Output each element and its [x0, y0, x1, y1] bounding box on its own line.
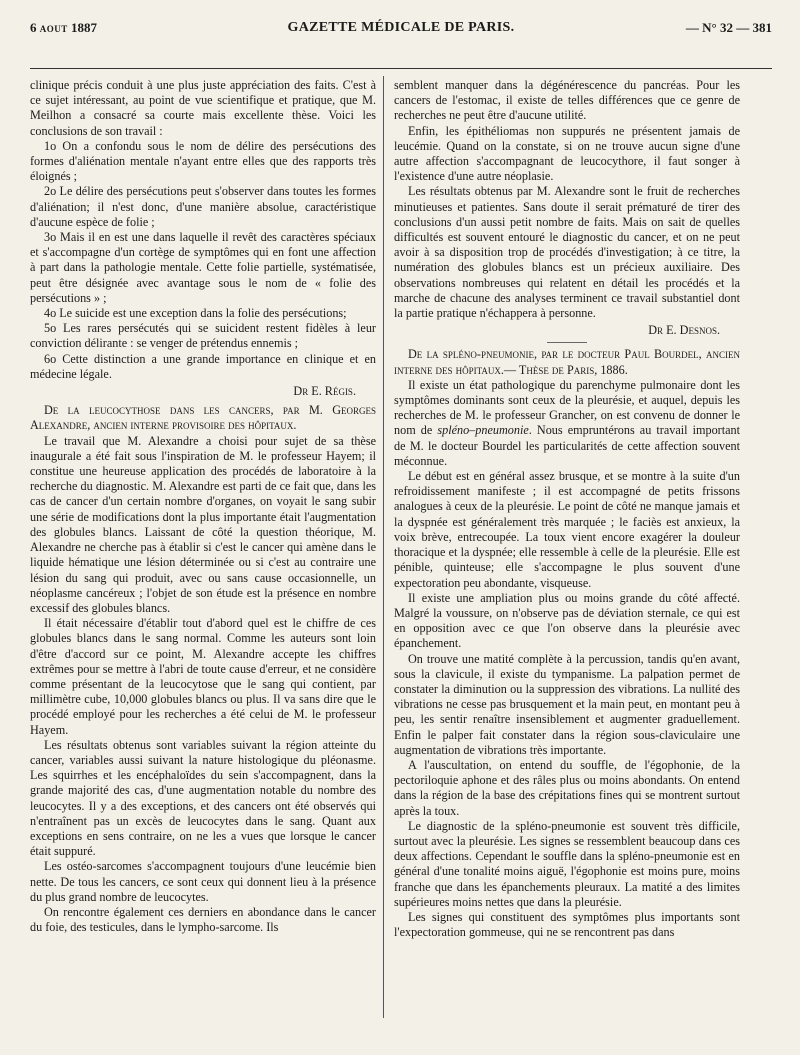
paragraph: Les signes qui constituent des symptômes plus importants sont l'expectoration gommeuse, qui ne se rencontrent pas dans	[394, 909, 740, 940]
text-run: . Nous empruntérons au travail important de M. le docteur Bourdel les particularités de cette affection souvent méconnue.	[394, 423, 741, 468]
conclusion-3: 3o Mais il en est une dans laquelle il revêt des caractères spéciaux et s'accompagne d'un cortège de symptômes qui en font une affection à part dans la pathologie mentale. Cette folie partielle, systématisée, peut être désignée avec avantage sous le nom de « folie des persécutions » ;	[30, 230, 376, 305]
signature-desnos: Dr E. Desnos.	[648, 323, 720, 338]
article-title-leucocythose: De la leucocythose dans les cancers, par M. Georges Alexandre, ancien interne provisoire des hôpitaux.	[30, 403, 376, 433]
article-title-spleno-pneumonie: De la spléno-pneumonie, par le docteur Paul Bourdel, ancien interne des hôpitaux.— Thèse de Paris, 1886.	[394, 347, 740, 377]
paragraph: Le diagnostic de la spléno-pneumonie est souvent très difficile, surtout avec la pleurésie. Les signes se ressemblent beaucoup dans ces deux affections. Cependant le souffle dans la spléno-pneumonie est en général d'une tonalité moins aiguë, l'égophonie est moins pure, moins franche que dans les épanchements pleuraux. La matité a des limites supérieures moins nettes que dans la pleurésie.	[394, 818, 740, 909]
emphasis-term: spléno–pneumonie	[437, 423, 529, 438]
paragraph: Le travail que M. Alexandre a choisi pour sujet de sa thèse inaugurale a été fait sous l'inspiration de M. le professeur Hayem; il constitue une heureuse application des procédés de laboratoire à la recherche du diagnostic. M. Alexandre est parti de ce fait que, dans les cas de cancer d'un certain nombre d'organes, on voyait le sang subir une série de modifications dont la plus importante était l'augmentation des globules blancs. Laissant de côté la question théorique, M. Alexandre ne cherche pas à établir si c'est le cancer qui amène dans le liquide hématique une lésion déterminée ou si c'est au contraire une lésion du sang qui produit, avec ou sans cause occasionnelle, un néoplasme cancéreux ; l'objet de son étude est la présence en nombre excessif des globules blancs.	[30, 433, 376, 615]
paragraph: Les résultats obtenus sont variables suivant la région atteinte du cancer, variables aussi suivant la nature histologique du pléonasme. Les squirrhes et les encéphaloïdes du sein s'accompagnent, dans la grande majorité des cas, d'une augmentation notable du nombre des leucocytes. Il y a des exceptions, et des cancers ont été observés qui n'entraînent pas un excès de leucocytes dans le sang. Quant aux exceptions en sens contraire, on ne les a vues que lorsque le cancer était suppuré.	[30, 737, 376, 859]
header-day: 6	[30, 20, 37, 35]
section-separator	[547, 342, 587, 343]
conclusion-4: 4o Le suicide est une exception dans la folie des persécutions;	[44, 306, 347, 321]
paragraph: Les résultats obtenus par M. Alexandre sont le fruit de recherches minutieuses et patientes. Sans doute il serait prématuré de tirer des conclusions d'un aussi petit nombre de faits. Mais on sait de quelles difficultés est souvent entouré le diagnostic du cancer, et on ne peut avoir à sa disposition trop de procédés d'investigation; à ce titre, la numération des globules blancs est un précieux auxiliaire. Des observations nombreuses qui relatent en détail les procédés et la marche de chacune des analyses terminent ce travail substantiel dont la partie pratique n'échappera à personne.	[394, 184, 740, 321]
conclusion-5: 5o Les rares persécutés qui se suicident restent fidèles à leur conviction délirante : se venger de prétendus ennemis ;	[30, 321, 376, 351]
conclusion-1: 1o On a confondu sous le nom de délire des persécutions des formes d'aliénation mentale n'ayant entre elles que des rapports très éloignés ;	[30, 138, 376, 184]
conclusion-6: 6o Cette distinction a une grande importance en clinique et en médecine légale.	[30, 351, 376, 381]
journal-title: GAZETTE MÉDICALE DE PARIS.	[287, 20, 515, 35]
left-column	[30, 78, 376, 935]
header-year: 1887	[71, 20, 98, 35]
right-column	[394, 78, 740, 940]
running-header	[30, 20, 772, 44]
paragraph: Le début est en général assez brusque, et se montre à la suite d'un refroidissement manifeste ; il est accompagné de petits frissons analogues à ceux de la pleurésie. Le point de côté ne manque jamais et la dyspnée est généralement très marquée ; le faciès est anxieux, la voix brève, entrecoupée. La toux vient encore exagérer la douleur thoracique et la dyspnée; elle ressemble à celle de la pleurésie. Elle est pénible, quinteuse; elle s'accompagne le plus souvent d'une expectoration peu abondante, visqueuse.	[394, 469, 740, 590]
paragraph: On rencontre également ces derniers en abondance dans le cancer du foie, des testicules, dans le lympho-sarcome. Ils	[30, 904, 376, 935]
paragraph: On trouve une matité complète à la percussion, tandis qu'en avant, sous la clavicule, il existe du tympanisme. La palpation permet de constater la diminution ou la suppression des vibrations. La nullité des vibrations ne cesse pas brusquement et la main peut, en montant peu à peu, les sentir renaître insensiblement et augmenter graduellement. Enfin le palper fait constater dans la région sous-claviculaire une augmentation de vibrations très importante.	[394, 651, 740, 757]
paragraph: Il existe une ampliation plus ou moins grande du côté affecté. Malgré la voussure, on n'observe pas de déviation sternale, ce qui est en opposition avec ce que l'on observe dans la pleurésie avec épanchement.	[394, 590, 740, 651]
paragraph: Il était nécessaire d'établir tout d'abord quel est le chiffre de ces globules blancs dans le sang normal. Comme les auteurs sont loin d'être d'accord sur ce point, M. Alexandre accepte les chiffres extrêmes pour se mettre à l'abri de toute cause d'erreur, et ne considère comme présentant de la leucocytose que le sang qui contient, par millimètre cube, 10,000 globules blancs ou plus. Il va sans dire que le procédé employé pour les recherches a été celui de M. le professeur Hayem.	[30, 616, 376, 737]
column-divider	[383, 76, 384, 1018]
paragraph: semblent manquer dans la dégénérescence du pancréas. Pour les cancers de l'estomac, il existe de telles différences que ce genre de recherches ne peut être d'aucune utilité.	[394, 78, 740, 123]
header-month: AOUT	[39, 24, 68, 34]
paragraph: clinique précis conduit à une plus juste appréciation des faits. C'est à ce sujet intéressant, au point de vue scientifique et pratique, que M. Meilhon a consacré sa courte mais excellente thèse. Voici les conclusions de son travail :	[30, 78, 376, 138]
text-run: Il existe un état pathologique du parenchyme pulmonaire dont les symptômes dominants sont ceux de la pleurésie, et auquel, depuis les recherches de M. le professeur Grancher, on est convenu de donner le nom de	[394, 377, 740, 438]
paragraph: Les ostéo-sarcomes s'accompagnent toujours d'une leucémie bien nette. De tous les cancers, ce sont ceux qui donnent lieu à la présence du plus grand nombre de leucocytes.	[30, 859, 376, 904]
signature-regis: Dr E. Régis.	[293, 384, 356, 399]
conclusion-2: 2o Le délire des persécutions peut s'observer dans toutes les formes d'aliénation; il n'est donc, d'une manière absolue, caractéristique d'aucune espèce de folie ;	[30, 184, 376, 229]
paragraph: Enfin, les épithéliomas non suppurés ne présentent jamais de leucémie. Quand on la constate, si on ne trouve aucun signe d'une autre affection s'accompagnant de leucocythore, il faut songer à l'existence d'une autre néoplasie.	[394, 123, 740, 184]
paragraph	[394, 378, 740, 469]
issue-page-number: — N° 32 — 381	[685, 20, 772, 35]
paragraph: A l'auscultation, on entend du souffle, de l'égophonie, de la pectoriloquie aphone et des râles plus ou moins abondants. On entend dans la région de la base des crépitations fines qui se montrent surtout après la toux.	[394, 757, 740, 818]
header-rule	[30, 68, 772, 69]
